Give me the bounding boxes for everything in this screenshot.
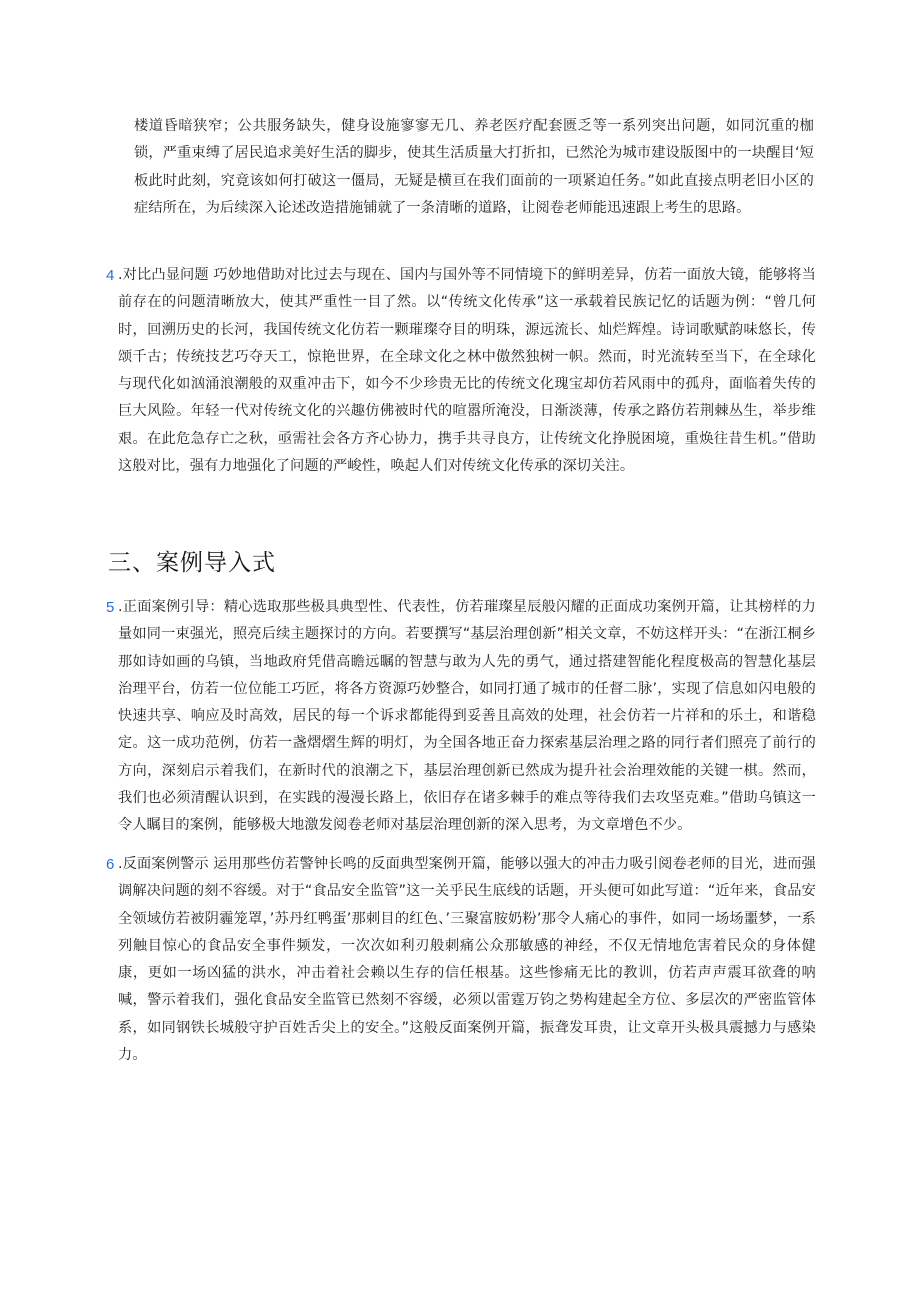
- list-item-number: 4: [106, 267, 115, 284]
- list-item-text: .对比凸显问题 巧妙地借助对比过去与现在、国内与国外等不同情境下的鲜明差异，仿若一面放大镜，能够将当前存在的问题清晰放大，使其严重性一目了然。以“传统文化传承”这一承载着民族记忆的话题为例：“曾几何时，回溯历史的长河，我国传统文化仿若一颗璀璨夺目的明珠，源远流长、灿烂辉煌。诗词歌赋韵味悠长，传颂千古；传统技艺巧夺天工，惊艳世界，在全球文化之林中傲然独树一帜。然而，时光流转至当下，在全球化与现代化如汹涌浪潮般的双重冲击下，如今不少珍贵无比的传统文化瑰宝却仿若风雨中的孤舟，面临着失传的巨大风险。年轻一代对传统文化的兴趣仿佛被时代的喧嚣所淹没，日渐淡薄，传承之路仿若荆棘丛生，举步维艰。在此危急存亡之秋，亟需社会各方齐心协力，携手共寻良方，让传统文化挣脱困境，重焕往昔生机。”借助这般对比，强有力地强化了问题的严峻性，唤起人们对传统文化传承的深切关注。: [118, 267, 816, 475]
- list-item-text: .正面案例引导：精心选取那些极具典型性、代表性，仿若璀璨星辰般闪耀的正面成功案例开篇，让其榜样的力量如同一束强光，照亮后续主题探讨的方向。若要撰写“基层治理创新”相关文章，不妨这样开头：“在浙江桐乡那如诗如画的乌镇，当地政府凭借高瞻远瞩的智慧与敢为人先的勇气，通过搭建智能化程度极高的智慧化基层治理平台，仿若一位位能工巧匠，将各方资源巧妙整合，如同打通了城市的任督二脉’，实现了信息如闪电般的快速共享、响应及时高效，居民的每一个诉求都能得到妥善且高效的处理，社会仿若一片祥和的乐土，和谐稳定。这一成功范例，仿若一盏熠熠生辉的明灯，为全国各地正奋力探索基层治理之路的同行者们照亮了前行的方向，深刻启示着我们，在新时代的浪潮之下，基层治理创新已然成为提升社会治理效能的关键一棋。然而，我们也必须清醒认识到，在实践的漫漫长路上，依旧存在诸多棘手的难点等待我们去攻坚克难。”借助乌镇这一令人瞩目的案例，能够极大地激发阅卷老师对基层治理创新的深入思考，为文章增色不少。: [118, 599, 816, 834]
- continued-paragraph: 楼道昏暗狭窄；公共服务缺失，健身设施寥寥无几、养老医疗配套匮乏等一系列突出问题，如同沉重的枷锁，严重束缚了居民追求美好生活的脚步，使其生活质量大打折扣，已然沦为城市建设版图中的一块醒目‘短板此时此刻，究竟该如何打破这一僵局，无疑是横亘在我们面前的一项紧迫任务。”如此直接点明老旧小区的症结所在，为后续深入论述改造措施铺就了一条清晰的道路，让阅卷老师能迅速跟上考生的思路。: [134, 118, 814, 216]
- list-item-number: 6: [106, 856, 115, 873]
- section-heading: 三、案例导入式: [108, 550, 276, 576]
- list-item-text: .反面案例警示 运用那些仿若警钟长鸣的反面典型案例开篇，能够以强大的冲击力吸引阅卷老师的目光，进而强调解决问题的刻不容缓。对于“食品安全监管”这一关乎民生底线的话题，开头便可如此写道：“近年来，食品安全领域仿若被阴霾笼罩，’苏丹红鸭蛋’那刺目的红色、’三聚富胺奶粉’那令人痛心的事件，如同一场场噩梦，一系列触目惊心的食品安全事件频发，一次次如利刃般刺痛公众那敏感的神经，不仅无情地危害着民众的身体健康，更如一场凶猛的洪水，冲击着社会赖以生存的信任根基。这些惨痛无比的教训，仿若声声震耳欲聋的呐喊，警示着我们，强化食品安全监管已然刻不容缓，必须以雷霆万钧之势构建起全方位、多层次的严密监管体系，如同钢铁长城般守护百姓舌尖上的安全。”这般反面案例开篇，振聋发耳贵，让文章开头极具震撼力与感染力。: [118, 856, 816, 1064]
- list-item-number: 5: [106, 599, 115, 616]
